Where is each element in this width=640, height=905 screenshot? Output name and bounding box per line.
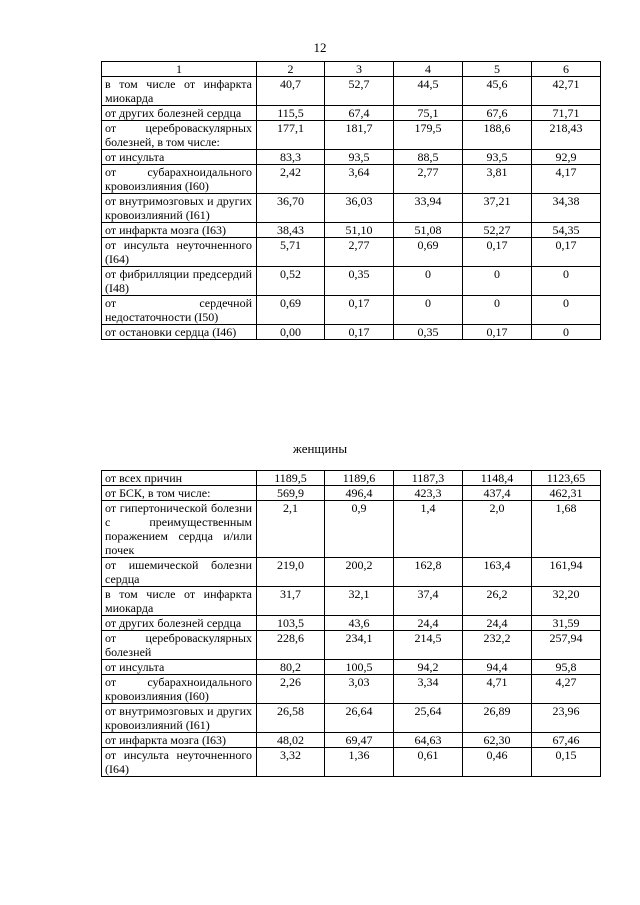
row-label: от инсульта <box>102 660 257 675</box>
row-value: 3,03 <box>325 675 394 704</box>
row-value: 44,5 <box>394 77 463 106</box>
row-value: 0,17 <box>463 325 532 340</box>
row-label: от всех причин <box>102 471 257 486</box>
row-value: 26,2 <box>463 587 532 616</box>
table-row <box>102 704 601 733</box>
row-value: 228,6 <box>257 631 325 660</box>
row-value: 26,64 <box>325 704 394 733</box>
row-label: от БСК, в том числе: <box>102 486 257 501</box>
row-value: 0,17 <box>532 238 601 267</box>
row-value: 569,9 <box>257 486 325 501</box>
row-value: 48,02 <box>257 733 325 748</box>
row-value: 94,4 <box>463 660 532 675</box>
row-value: 1,36 <box>325 748 394 777</box>
row-value: 36,03 <box>325 194 394 223</box>
row-value: 0 <box>463 267 532 296</box>
row-value: 177,1 <box>257 121 325 150</box>
row-value: 33,94 <box>394 194 463 223</box>
row-value: 257,94 <box>532 631 601 660</box>
row-value: 93,5 <box>325 150 394 165</box>
row-value: 37,4 <box>394 587 463 616</box>
row-value: 0,15 <box>532 748 601 777</box>
row-value: 437,4 <box>463 486 532 501</box>
row-value: 1189,5 <box>257 471 325 486</box>
row-label: от инфаркта мозга (I63) <box>102 733 257 748</box>
row-value: 71,71 <box>532 106 601 121</box>
mortality-table-women <box>101 470 601 777</box>
row-value: 2,77 <box>394 165 463 194</box>
row-value: 218,43 <box>532 121 601 150</box>
row-value: 0,35 <box>394 325 463 340</box>
row-value: 115,5 <box>257 106 325 121</box>
row-value: 179,5 <box>394 121 463 150</box>
row-value: 3,81 <box>463 165 532 194</box>
row-value: 43,6 <box>325 616 394 631</box>
table-row <box>102 733 601 748</box>
table-row <box>102 587 601 616</box>
row-label: от инсульта неуточненного (I64) <box>102 238 257 267</box>
row-value: 1189,6 <box>325 471 394 486</box>
row-value: 37,21 <box>463 194 532 223</box>
row-value: 67,6 <box>463 106 532 121</box>
row-value: 51,08 <box>394 223 463 238</box>
row-value: 0,35 <box>325 267 394 296</box>
row-label: от инсульта неуточненного (I64) <box>102 748 257 777</box>
column-number: 1 <box>102 62 257 77</box>
table-row <box>102 486 601 501</box>
row-value: 234,1 <box>325 631 394 660</box>
row-value: 23,96 <box>532 704 601 733</box>
row-label: от субарахноидального кровоизлияния (I60) <box>102 165 257 194</box>
row-value: 1,68 <box>532 501 601 558</box>
row-value: 26,89 <box>463 704 532 733</box>
row-value: 462,31 <box>532 486 601 501</box>
row-value: 24,4 <box>463 616 532 631</box>
row-value: 34,38 <box>532 194 601 223</box>
column-number: 3 <box>325 62 394 77</box>
section-title-women: женщины <box>292 441 348 456</box>
table-row <box>102 223 601 238</box>
table-header-row <box>102 62 601 77</box>
row-value: 0,61 <box>394 748 463 777</box>
row-value: 38,43 <box>257 223 325 238</box>
row-label: от остановки сердца (I46) <box>102 325 257 340</box>
row-value: 100,5 <box>325 660 394 675</box>
row-value: 5,71 <box>257 238 325 267</box>
row-label: в том числе от инфаркта миокарда <box>102 587 257 616</box>
row-value: 69,47 <box>325 733 394 748</box>
row-value: 31,7 <box>257 587 325 616</box>
row-label: от внутримозговых и других кровоизлияний (I61) <box>102 194 257 223</box>
row-value: 1148,4 <box>463 471 532 486</box>
row-value: 0,17 <box>463 238 532 267</box>
row-value: 92,9 <box>532 150 601 165</box>
row-value: 88,5 <box>394 150 463 165</box>
row-value: 232,2 <box>463 631 532 660</box>
table-row <box>102 121 601 150</box>
row-value: 4,71 <box>463 675 532 704</box>
row-value: 32,1 <box>325 587 394 616</box>
row-label: от инфаркта мозга (I63) <box>102 223 257 238</box>
row-value: 94,2 <box>394 660 463 675</box>
row-value: 36,70 <box>257 194 325 223</box>
column-number: 5 <box>463 62 532 77</box>
column-number: 2 <box>257 62 325 77</box>
table-row <box>102 150 601 165</box>
row-value: 181,7 <box>325 121 394 150</box>
table-row <box>102 238 601 267</box>
row-label: от инсульта <box>102 150 257 165</box>
row-value: 2,42 <box>257 165 325 194</box>
row-value: 67,4 <box>325 106 394 121</box>
row-label: от гипертонической болезни с преимущественным поражением сердца и/или почек <box>102 501 257 558</box>
row-value: 3,34 <box>394 675 463 704</box>
row-value: 64,63 <box>394 733 463 748</box>
row-value: 67,46 <box>532 733 601 748</box>
row-label: от фибрилляции предсердий (I48) <box>102 267 257 296</box>
mortality-table-men <box>101 61 601 340</box>
page-number: 12 <box>313 40 327 55</box>
row-value: 2,1 <box>257 501 325 558</box>
row-value: 0,46 <box>463 748 532 777</box>
row-value: 214,5 <box>394 631 463 660</box>
table-row <box>102 631 601 660</box>
row-label: от других болезней сердца <box>102 616 257 631</box>
row-value: 45,6 <box>463 77 532 106</box>
row-value: 0,69 <box>394 238 463 267</box>
row-value: 25,64 <box>394 704 463 733</box>
table-row <box>102 471 601 486</box>
row-value: 161,94 <box>532 558 601 587</box>
row-value: 3,64 <box>325 165 394 194</box>
row-label: от других болезней сердца <box>102 106 257 121</box>
table-row <box>102 106 601 121</box>
table-row <box>102 660 601 675</box>
table-row <box>102 267 601 296</box>
row-value: 80,2 <box>257 660 325 675</box>
table-row <box>102 501 601 558</box>
table-row <box>102 558 601 587</box>
row-value: 2,26 <box>257 675 325 704</box>
row-label: от цереброваскулярных болезней, в том числе: <box>102 121 257 150</box>
row-label: от субарахноидального кровоизлияния (I60) <box>102 675 257 704</box>
table-row <box>102 194 601 223</box>
row-value: 496,4 <box>325 486 394 501</box>
row-value: 0,9 <box>325 501 394 558</box>
row-value: 0 <box>463 296 532 325</box>
row-value: 423,3 <box>394 486 463 501</box>
row-label: от внутримозговых и других кровоизлияний (I61) <box>102 704 257 733</box>
row-value: 3,32 <box>257 748 325 777</box>
row-value: 4,17 <box>532 165 601 194</box>
row-value: 24,4 <box>394 616 463 631</box>
row-value: 75,1 <box>394 106 463 121</box>
row-value: 200,2 <box>325 558 394 587</box>
row-label: от сердечной недостаточности (I50) <box>102 296 257 325</box>
row-value: 1187,3 <box>394 471 463 486</box>
table-row <box>102 165 601 194</box>
row-value: 162,8 <box>394 558 463 587</box>
table-row <box>102 748 601 777</box>
column-number: 4 <box>394 62 463 77</box>
row-value: 188,6 <box>463 121 532 150</box>
row-value: 0 <box>532 267 601 296</box>
row-value: 32,20 <box>532 587 601 616</box>
row-value: 52,7 <box>325 77 394 106</box>
row-value: 54,35 <box>532 223 601 238</box>
row-value: 0 <box>394 296 463 325</box>
row-value: 40,7 <box>257 77 325 106</box>
row-label: от ишемической болезни сердца <box>102 558 257 587</box>
row-value: 26,58 <box>257 704 325 733</box>
table-row <box>102 616 601 631</box>
row-value: 2,0 <box>463 501 532 558</box>
table-row <box>102 325 601 340</box>
row-value: 93,5 <box>463 150 532 165</box>
row-value: 0 <box>532 296 601 325</box>
row-value: 52,27 <box>463 223 532 238</box>
row-value: 83,3 <box>257 150 325 165</box>
row-value: 0 <box>532 325 601 340</box>
row-label: в том числе от инфаркта миокарда <box>102 77 257 106</box>
table-row <box>102 675 601 704</box>
row-value: 163,4 <box>463 558 532 587</box>
row-value: 103,5 <box>257 616 325 631</box>
row-value: 4,27 <box>532 675 601 704</box>
row-value: 0,52 <box>257 267 325 296</box>
row-value: 51,10 <box>325 223 394 238</box>
row-value: 95,8 <box>532 660 601 675</box>
table-row <box>102 77 601 106</box>
row-value: 0,69 <box>257 296 325 325</box>
row-value: 0,00 <box>257 325 325 340</box>
row-value: 0,17 <box>325 296 394 325</box>
row-value: 0,17 <box>325 325 394 340</box>
row-value: 219,0 <box>257 558 325 587</box>
row-value: 62,30 <box>463 733 532 748</box>
row-value: 2,77 <box>325 238 394 267</box>
row-value: 1,4 <box>394 501 463 558</box>
table-row <box>102 296 601 325</box>
row-value: 1123,65 <box>532 471 601 486</box>
row-value: 31,59 <box>532 616 601 631</box>
row-value: 42,71 <box>532 77 601 106</box>
column-number: 6 <box>532 62 601 77</box>
row-label: от цереброваскулярных болезней <box>102 631 257 660</box>
row-value: 0 <box>394 267 463 296</box>
